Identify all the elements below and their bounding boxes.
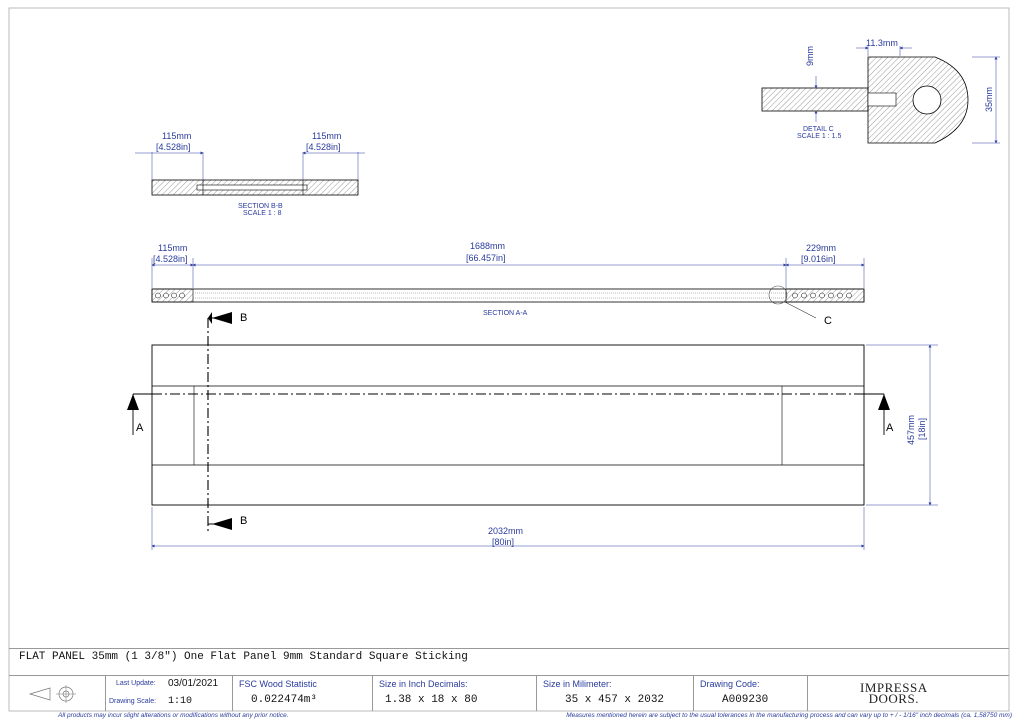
drawing-title: FLAT PANEL 35mm (1 3/8") One Flat Panel 9mm Standard Square Sticking bbox=[19, 651, 468, 663]
c-dim-left: 9mm bbox=[805, 46, 815, 66]
bb-dim-right-in: [4.528in] bbox=[306, 142, 341, 152]
last-update-value: 03/01/2021 bbox=[168, 678, 219, 689]
drawing-scale-label: Drawing Scale: bbox=[109, 698, 157, 705]
c-dim-right: 35mm bbox=[984, 86, 994, 112]
aa-dim-right-in: [9.016in] bbox=[801, 254, 836, 264]
aa-dim-right: 229mm bbox=[806, 243, 837, 253]
c-title: DETAIL C bbox=[803, 126, 834, 133]
aa-dim-center-in: [66.457in] bbox=[466, 253, 506, 263]
drawing-code-value: A009230 bbox=[722, 694, 769, 706]
detail-c bbox=[762, 38, 1000, 143]
section-bb bbox=[135, 131, 365, 217]
drawing-code-label: Drawing Code: bbox=[700, 679, 760, 689]
aa-dim-left: 115mm bbox=[158, 243, 188, 253]
aa-title: SECTION A-A bbox=[483, 310, 528, 317]
footer-tolerance-note: Measures mentioned herein are subject to the usual tolerances in the manufacturing process and can vary up to + / - 1/16" inch decimals (ca. 1,58750 mm) bbox=[566, 712, 1012, 719]
aa-dim-left-in: [4.528in] bbox=[153, 254, 188, 264]
title-block bbox=[9, 676, 1009, 711]
logo-line-2: DOORS. bbox=[868, 691, 919, 706]
update-scale-cell bbox=[105, 676, 232, 711]
title-bar bbox=[9, 648, 1009, 676]
fsc-cell bbox=[232, 676, 372, 711]
bb-dim-right: 115mm bbox=[312, 131, 342, 141]
bb-dim-left: 115mm bbox=[162, 131, 192, 141]
cut-b-top: B bbox=[240, 312, 248, 324]
inch-size-cell bbox=[372, 676, 536, 711]
bb-dim-left-in: [4.528in] bbox=[156, 142, 191, 152]
width-mm: 2032mm bbox=[488, 526, 524, 536]
drawing-scale-value: 1:10 bbox=[168, 696, 193, 707]
company-logo bbox=[860, 682, 928, 704]
c-dim-top: 11.3mm bbox=[866, 38, 898, 48]
bb-title: SECTION B-B bbox=[238, 203, 283, 210]
cut-a-left: A bbox=[136, 422, 144, 434]
inch-size-label: Size in Inch Decimals: bbox=[379, 679, 468, 689]
inch-size-value: 1.38 x 18 x 80 bbox=[385, 694, 478, 706]
logo-line-1: IMPRESSA bbox=[860, 680, 928, 695]
mm-size-value: 35 x 457 x 2032 bbox=[565, 694, 665, 706]
last-update-label: Last Update: bbox=[116, 680, 156, 687]
front-elevation bbox=[127, 312, 938, 550]
aa-dim-center: 1688mm bbox=[470, 241, 506, 251]
cut-a-right: A bbox=[886, 422, 894, 434]
aa-callout-c: C bbox=[824, 315, 832, 327]
height-in: [18in] bbox=[917, 417, 927, 440]
section-aa bbox=[152, 241, 864, 327]
width-in: [80in] bbox=[492, 537, 515, 547]
c-scale: SCALE 1 : 1.5 bbox=[797, 133, 842, 140]
fsc-label: FSC Wood Statistic bbox=[239, 679, 317, 689]
footer-disclaimer: All products may incur slight alterations or modifications without any prior notice. bbox=[58, 712, 289, 719]
bb-scale: SCALE 1 : 8 bbox=[243, 210, 282, 217]
drawing-code-cell bbox=[693, 676, 807, 711]
fsc-value: 0.022474m³ bbox=[251, 694, 318, 706]
cut-b-bottom: B bbox=[240, 515, 248, 527]
mm-size-label: Size in Milimeter: bbox=[543, 679, 612, 689]
height-mm: 457mm bbox=[906, 414, 916, 445]
mm-size-cell bbox=[536, 676, 693, 711]
